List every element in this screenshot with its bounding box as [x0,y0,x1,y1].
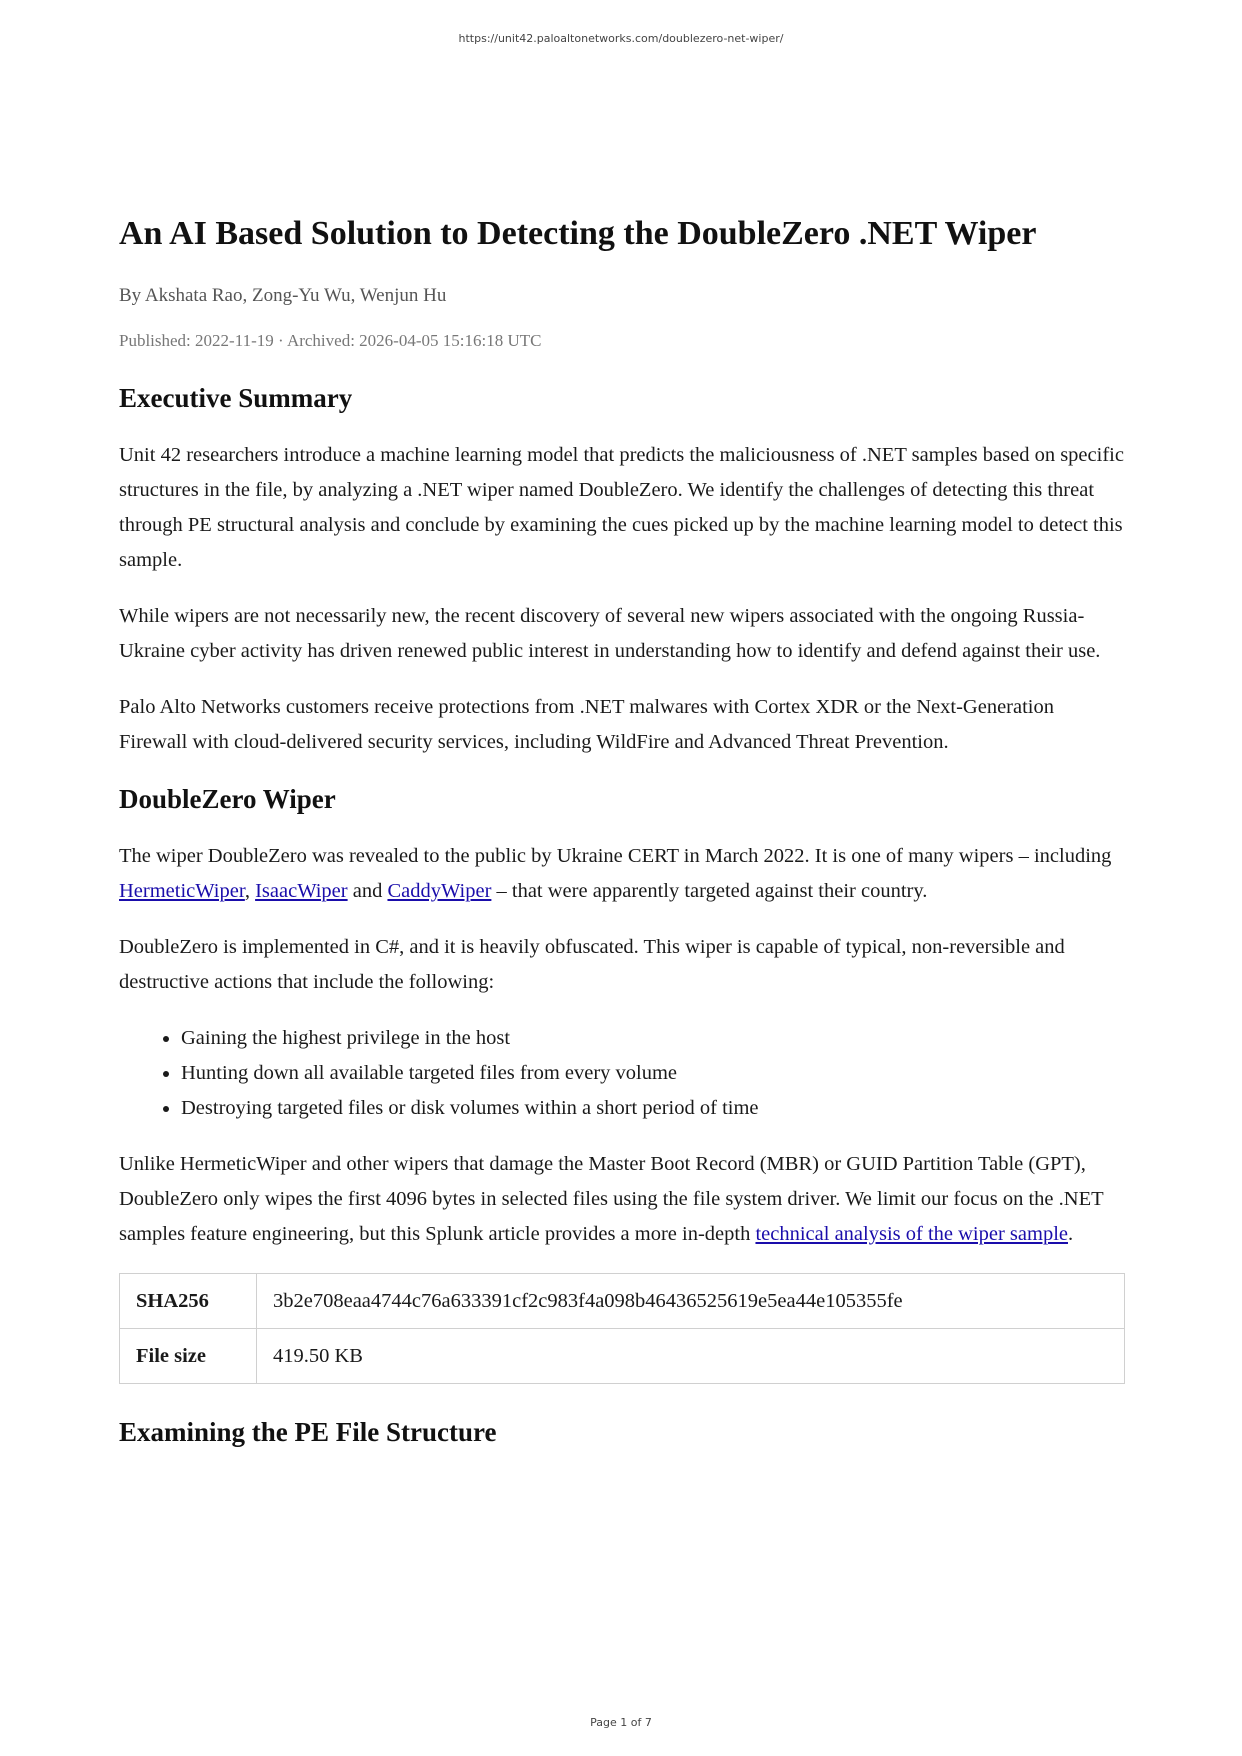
section-heading-doublezero-wiper: DoubleZero Wiper [119,784,336,814]
page-number-footer: Page 1 of 7 [590,1716,652,1729]
article-title: An AI Based Solution to Detecting the DoubleZero .NET Wiper [119,215,1037,252]
capability-list-item: • Hunting down all available targeted files from every volume [181,1056,1124,1091]
article-byline: By Akshata Rao, Zong-Yu Wu, Wenjun Hu [119,285,447,306]
capabilities-list [119,1021,1124,1126]
doublezero-paragraph-1 [119,839,1124,909]
article-content [119,212,1124,1472]
section-heading-pe-file-structure: Examining the PE File Structure [119,1417,497,1447]
doublezero-p1-and: and [347,880,388,902]
technical-analysis-link[interactable]: technical analysis of the wiper sample [755,1223,1068,1245]
page-url-header: https://unit42.paloaltonetworks.com/doublezero-net-wiper/ [458,32,784,45]
doublezero-paragraph-2: DoubleZero is implemented in C#, and it is heavily obfuscated. This wiper is capable of typical, non-reversible and destructive actions that include the following: [119,936,1065,993]
capability-list-item: • Destroying targeted files or disk volumes within a short period of time [181,1091,1124,1126]
section-heading-executive-summary: Executive Summary [119,383,353,413]
sample-info-table [119,1273,1125,1384]
table-row [120,1329,1125,1384]
caddywiper-link[interactable]: CaddyWiper [387,880,492,902]
exec-summary-paragraph-1: Unit 42 researchers introduce a machine learning model that predicts the maliciousness of .NET samples based on specific structures in the file, by analyzing a .NET wiper named DoubleZero. We identify the challenges of detecting this threat through PE structural analysis and conclude by examining the cues picked up by the machine learning model to detect this sample. [119,444,1124,571]
capability-list-item: • Gaining the highest privilege in the host [181,1021,1124,1056]
table-key-cell: SHA256 [120,1274,257,1329]
article-published-date: Published: 2022-11-19 · Archived: 2026-04-05 15:16:18 UTC [119,331,542,350]
doublezero-p1-comma: , [244,880,256,902]
table-key-cell: File size [120,1329,257,1384]
table-value-cell: 419.50 KB [257,1329,1125,1384]
exec-summary-paragraph-3: Palo Alto Networks customers receive protections from .NET malwares with Cortex XDR or the Next-Generation Firewall with cloud-delivered security services, including WildFire and Advanced Threat Prevention. [119,696,1054,753]
exec-summary-paragraph-2: While wipers are not necessarily new, the recent discovery of several new wipers associated with the ongoing Russia-Ukraine cyber activity has driven renewed public interest in understanding how to identify and defend against their use. [119,605,1101,662]
isaacwiper-link[interactable]: IsaacWiper [255,880,348,902]
table-row [120,1274,1125,1329]
doublezero-paragraph-3 [119,1147,1124,1252]
table-value-cell: 3b2e708eaa4744c76a633391cf2c983f4a098b46436525619e5ea44e105355fe [257,1274,1125,1329]
doublezero-p1-text-before: The wiper DoubleZero was revealed to the public by Ukraine CERT in March 2022. It is one of many wipers – including [119,845,1112,867]
doublezero-p3-text-before: Unlike HermeticWiper and other wipers that damage the Master Boot Record (MBR) or GUID Partition Table (GPT), DoubleZero only wipes the first 4096 bytes in selected files using the file system driver. We limit our focus on the .NET samples feature engineering, but this Splunk article provides a more in-depth [119,1153,1104,1245]
doublezero-p1-text-after: – that were apparently targeted against their country. [491,880,928,902]
doublezero-p3-text-after: . [1067,1223,1074,1245]
hermeticwiper-link[interactable]: HermeticWiper [119,880,245,902]
